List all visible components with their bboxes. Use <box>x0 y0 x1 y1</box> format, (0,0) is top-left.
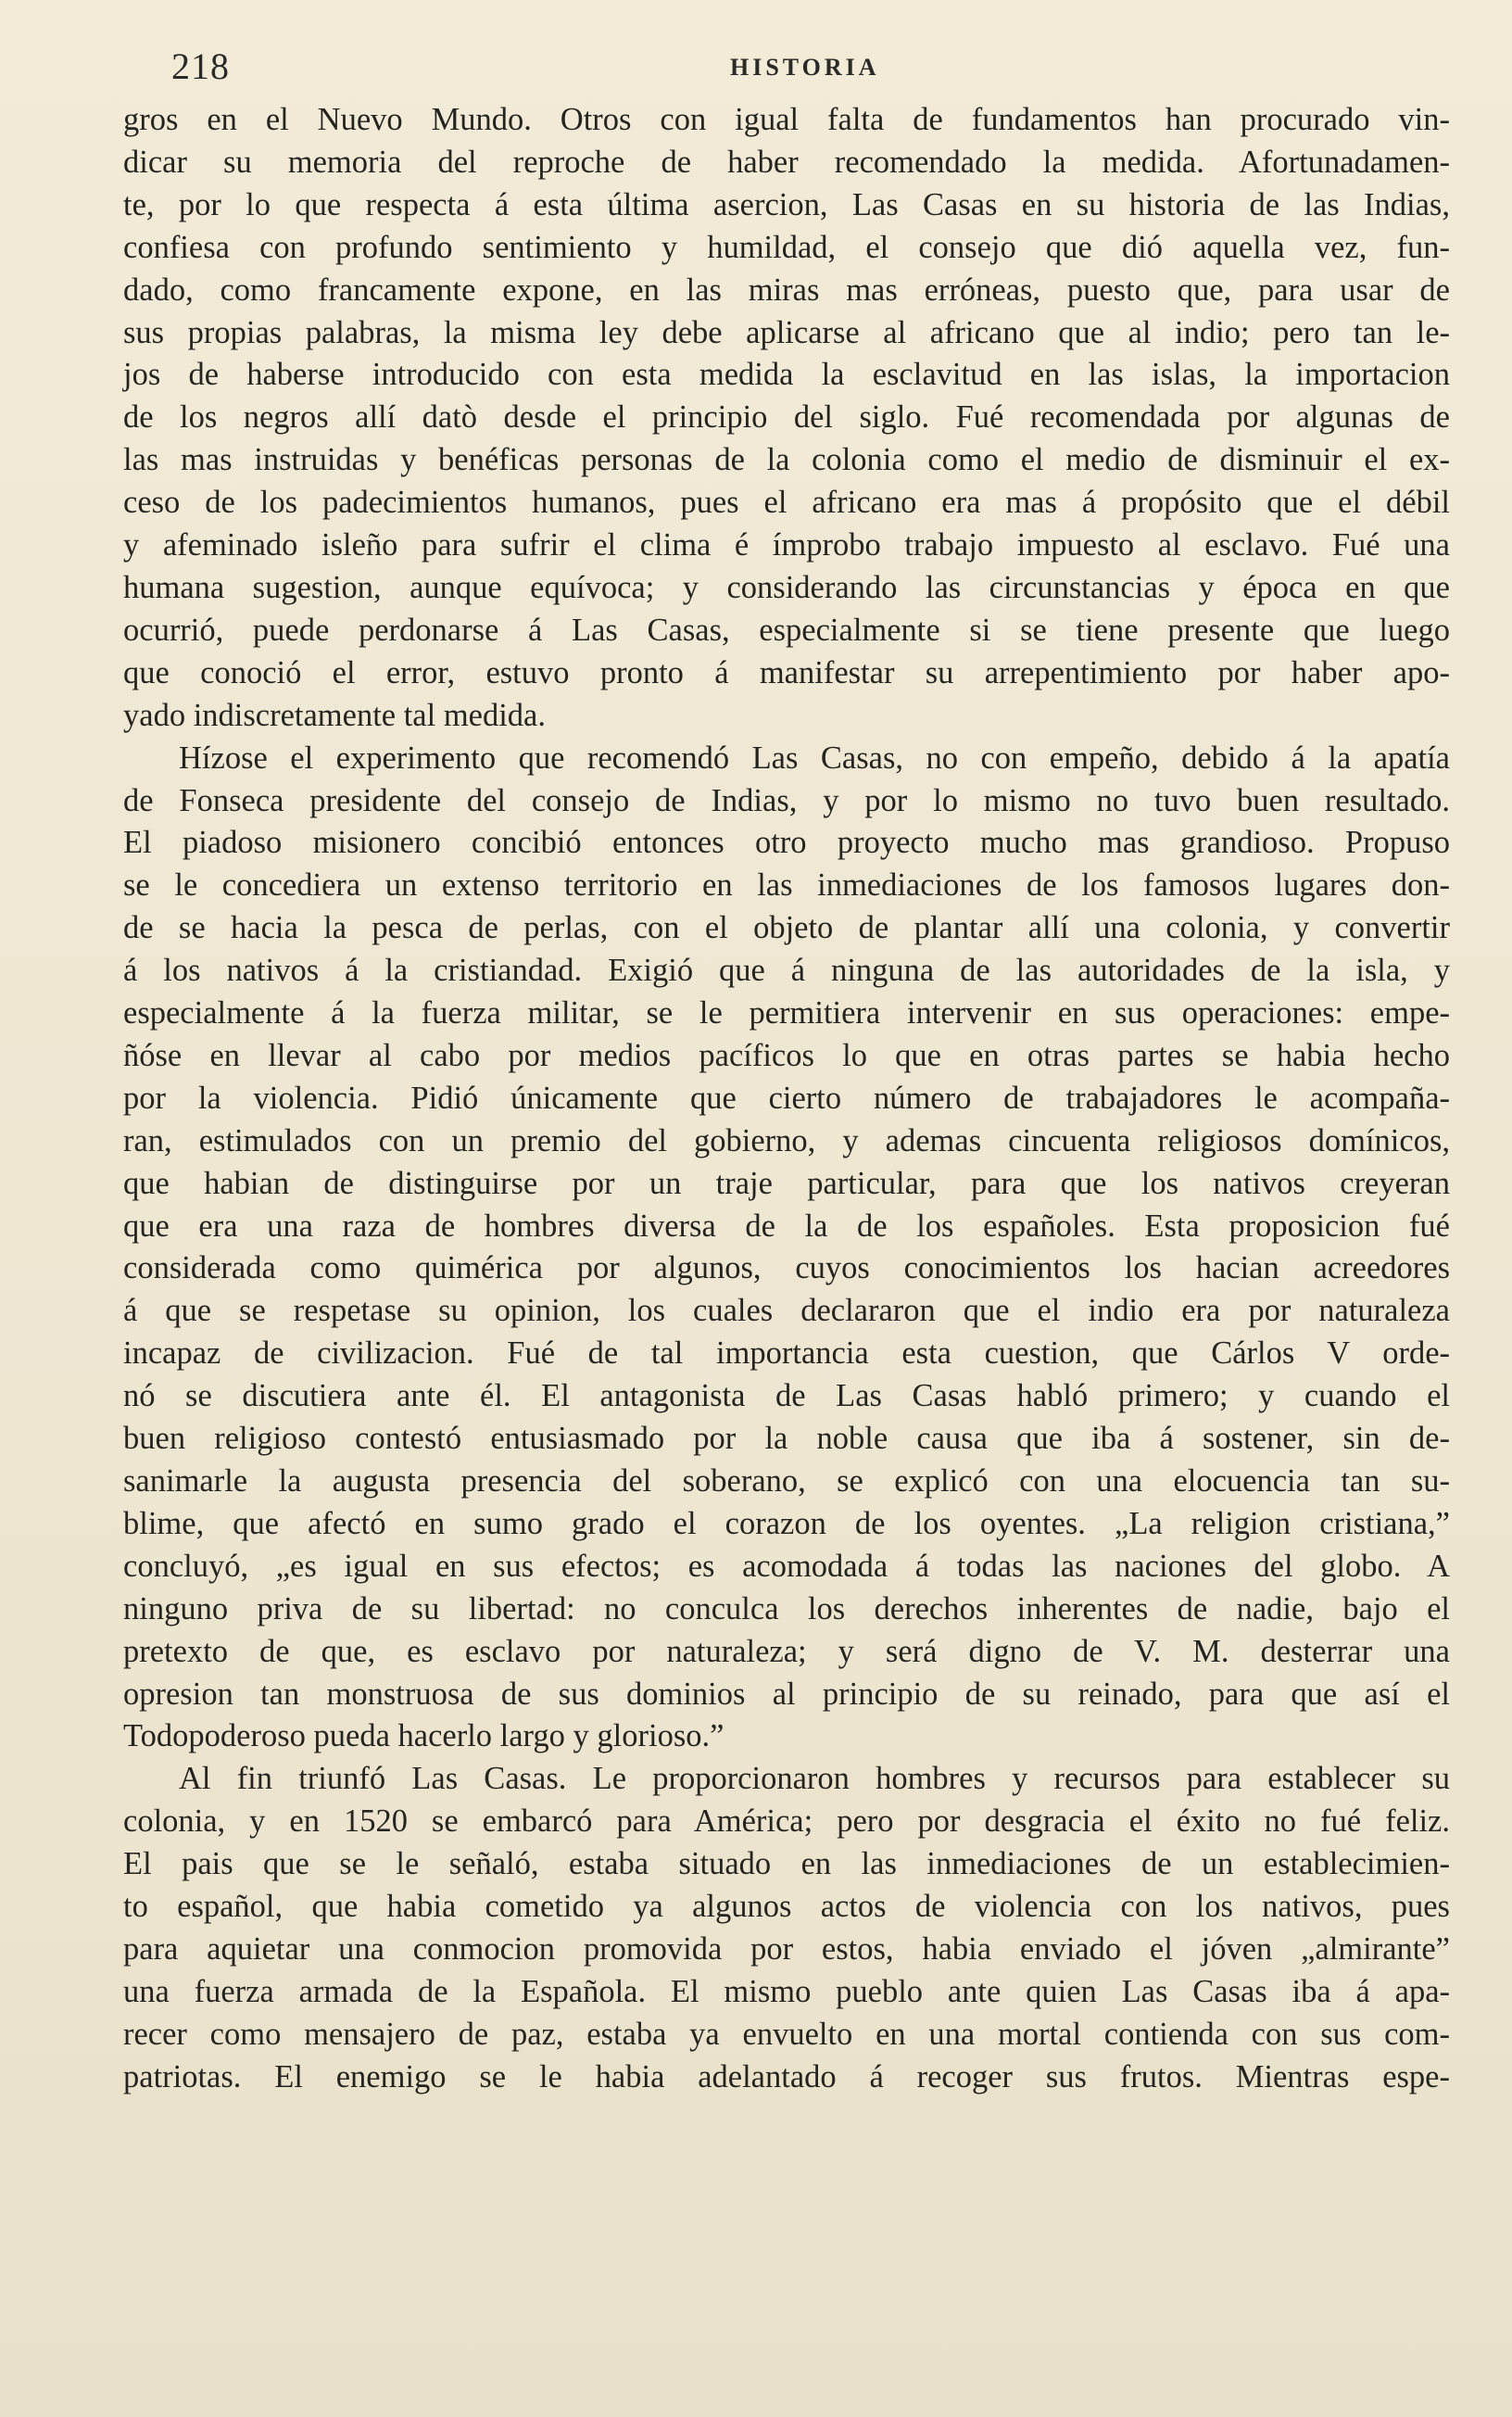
text-line: de se hacia la pesca de perlas, con el objeto de plantar allí una colonia, y convertir <box>123 910 1450 946</box>
text-line: nó se discutiera ante él. El antagonista de Las Casas habló primero; y cuando el <box>123 1378 1450 1414</box>
text-line: jos de haberse introducido con esta medida la esclavitud en las islas, la importacion <box>123 357 1450 393</box>
paragraph-1 <box>123 99 1450 738</box>
text-line: yado indiscretamente tal medida. <box>123 697 546 733</box>
text-line: colonia, y en 1520 se embarcó para América; pero por desgracia el éxito no fué feliz. <box>123 1803 1450 1840</box>
text-line: ocurrió, puede perdonarse á Las Casas, especialmente si se tiene presente que luego <box>123 612 1450 648</box>
text-line: blime, que afectó en sumo grado el corazon de los oyentes. „La religion cristiana,” <box>123 1505 1450 1541</box>
text-line: patriotas. El enemigo se le habia adelantado á recoger sus frutos. Mientras espe- <box>123 2058 1450 2094</box>
text-line: dado, como francamente expone, en las miras mas erróneas, puesto que, para usar de <box>123 272 1450 308</box>
running-head: HISTORIA <box>730 54 880 81</box>
text-line: buen religioso contestó entusiasmado por la noble causa que iba á sostener, sin de- <box>123 1421 1450 1457</box>
text-line: sanimarle la augusta presencia del soberano, se explicó con una elocuencia tan su- <box>123 1463 1450 1499</box>
text-line: y afeminado isleño para sufrir el clima é ímprobo trabajo impuesto al esclavo. Fué una <box>123 527 1450 563</box>
page-number: 218 <box>171 45 230 87</box>
text-line: Hízose el experimento que recomendó Las Casas, no con empeño, debido á la apatía <box>179 740 1450 776</box>
text-line: to español, que habia cometido ya algunos actos de violencia con los nativos, pues <box>123 1889 1450 1925</box>
paragraph-2 <box>123 738 1450 1759</box>
text-line: ñóse en llevar al cabo por medios pacíficos lo que en otras partes se habia hecho <box>123 1037 1450 1073</box>
text-line: gros en el Nuevo Mundo. Otros con igual falta de fundamentos han procurado vin- <box>123 102 1450 137</box>
text-line: ninguno priva de su libertad: no conculca los derechos inherentes de nadie, bajo el <box>123 1590 1450 1626</box>
text-line: una fuerza armada de la Española. El mismo pueblo ante quien Las Casas iba á apa- <box>123 1973 1450 2009</box>
text-line: que habian de distinguirse por un traje particular, para que los nativos creyeran <box>123 1165 1450 1201</box>
text-line: las mas instruidas y benéficas personas de la colonia como el medio de disminuir el ex- <box>123 442 1450 478</box>
text-line: de los negros allí datò desde el principio del siglo. Fué recomendada por algunas de <box>123 399 1450 436</box>
text-line: á que se respetase su opinion, los cuales declararon que el indio era por naturaleza <box>123 1293 1450 1329</box>
paragraph-3 <box>123 1758 1450 2098</box>
text-line: á los nativos á la cristiandad. Exigió que á ninguna de las autoridades de la isla, y <box>123 953 1450 989</box>
text-line: que conoció el error, estuvo pronto á manifestar su arrepentimiento por haber apo- <box>123 654 1450 690</box>
text-line: humana sugestion, aunque equívoca; y considerando las circunstancias y época en que <box>123 569 1450 605</box>
text-line: por la violencia. Pidió únicamente que cierto número de trabajadores le acompaña- <box>123 1080 1450 1116</box>
text-line: para aquietar una conmocion promovida por estos, habia enviado el jóven „almirante” <box>123 1930 1450 1967</box>
text-line: confiesa con profundo sentimiento y humildad, el consejo que dió aquella vez, fun- <box>123 229 1450 265</box>
text-line: El piadoso misionero concibió entonces otro proyecto mucho mas grandioso. Propuso <box>123 825 1450 861</box>
text-line: concluyó, „es igual en sus efectos; es acomodada á todas las naciones del globo. A <box>123 1548 1450 1584</box>
text-line: incapaz de civilizacion. Fué de tal importancia esta cuestion, que Cárlos V orde- <box>123 1335 1450 1372</box>
text-line: se le concediera un extenso territorio en las inmediaciones de los famosos lugares don- <box>123 867 1450 904</box>
text-line: ceso de los padecimientos humanos, pues el africano era mas á propósito que el débil <box>123 485 1450 521</box>
text-line: que era una raza de hombres diversa de la de los españoles. Esta proposicion fué <box>123 1208 1450 1244</box>
text-line: pretexto de que, es esclavo por naturaleza; y será digno de V. M. desterrar una <box>123 1633 1450 1669</box>
text-line: considerada como quimérica por algunos, cuyos conocimientos los hacian acreedores <box>123 1250 1450 1286</box>
text-line: ran, estimulados con un premio del gobierno, y ademas cincuenta religiosos domínicos, <box>123 1122 1450 1158</box>
text-line: sus propias palabras, la misma ley debe aplicarse al africano que al indio; pero tan le- <box>123 314 1450 350</box>
text-line: El pais que se le señaló, estaba situado en las inmediaciones de un establecimien- <box>123 1846 1450 1882</box>
body-text <box>123 99 1450 2099</box>
text-line: dicar su memoria del reproche de haber recomendado la medida. Afortunadamen- <box>123 144 1450 180</box>
text-line: especialmente á la fuerza militar, se le permitiera intervenir en sus operaciones: empe- <box>123 995 1450 1031</box>
text-line: Todopoderoso pueda hacerlo largo y glorioso.” <box>123 1718 724 1754</box>
text-line: recer como mensajero de paz, estaba ya envuelto en una mortal contienda con sus com- <box>123 2016 1450 2052</box>
text-line: de Fonseca presidente del consejo de Indias, y por lo mismo no tuvo buen resultado. <box>123 782 1450 818</box>
text-line: Al fin triunfó Las Casas. Le proporcionaron hombres y recursos para establecer su <box>179 1761 1450 1797</box>
text-line: te, por lo que respecta á esta última asercion, Las Casas en su historia de las Indias, <box>123 186 1450 222</box>
page-header <box>171 44 1459 100</box>
text-line: opresion tan monstruosa de sus dominios al principio de su reinado, para que así el <box>123 1676 1450 1712</box>
